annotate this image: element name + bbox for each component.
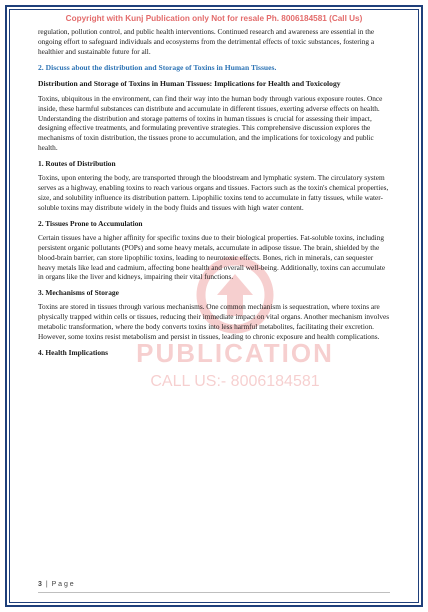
watermark-title: PUBLICATION	[136, 338, 334, 368]
section-body-tissues: Certain tissues have a higher affinity for specific toxins due to their biological properties. Fat-soluble toxins, including persistent organic pollutants (POPs) and some heavy metals, accumulate in adipose tissue. The brain, shielded by the blood-brain barrier, can store lipophilic toxins, leading to neurotoxic effects. Bones, rich in minerals, can sequester heavy metals like lead and cadmium, affecting bone health and overall well-being. Additionally, toxins can accumulate in organs like the liver and kidneys, impairing their vital functions.	[38, 232, 386, 282]
section-body-mechanisms: Toxins are stored in tissues through various mechanisms. One common mechanism is sequestration, where toxins are physically trapped within cells or tissues, reducing their immediate impact on vital organs. Another mechanism involves metabolic transformation, where the body converts toxins into less harmful metabolites, facilitating their excretion. However, some toxins resist metabolism and persist in tissues, leading to chronic exposure and health complications.	[38, 302, 390, 342]
overview-paragraph: Toxins, ubiquitous in the environment, can find their way into the human body through various exposure routes. Once inside, these harmful substances can distribute and accumulate in different tissues, exerting adverse effects on health. Understanding the distribution and storage patterns of toxins in human tissues is crucial for assessing their impact, designing effective treatments, and formulating preventive strategies. This comprehensive discussion explores the mechanisms of toxin distribution, the tissues prone to accumulation, and the implications for toxicology and public health.	[38, 93, 383, 153]
page-label: P a g e	[51, 581, 74, 588]
watermark-phone: CALL US:- 8006184581	[150, 373, 320, 390]
page-footer	[38, 581, 74, 588]
page-number: 3	[38, 581, 42, 588]
section-heading-routes: 1. Routes of Distribution	[38, 159, 116, 169]
section-heading-mechanisms: 3. Mechanisms of Storage	[38, 288, 119, 298]
article-title: Distribution and Storage of Toxins in Human Tissues: Implications for Health and Toxicology	[38, 78, 341, 88]
section-heading-health: 4. Health Implications	[38, 347, 109, 357]
footer-rule	[38, 592, 390, 593]
copyright-header: Copyright with Kunj Publication only Not for resale Ph. 8006184581 (Call Us)	[65, 14, 363, 23]
page-content	[38, 14, 390, 362]
footer-separator: |	[45, 581, 48, 588]
intro-paragraph: regulation, pollution control, and public health interventions. Continued research and awareness are essential in the ongoing effort to safeguard individuals and ecosystems from the detrimental effects of toxic substances, fostering a healthier and sustainable future for all.	[38, 27, 375, 56]
section-heading-tissues: 2. Tissues Prone to Accumulation	[38, 218, 143, 228]
question-heading: 2. Discuss about the distribution and Storage of Toxins in Human Tissues.	[38, 62, 277, 72]
section-body-routes: Toxins, upon entering the body, are transported through the bloodstream and lymphatic system. The circulatory system serves as a highway, enabling toxins to reach various organs and tissues. Factors such as the toxin's chemical properties, size, and solubility influence its distribution pattern. Lipophilic toxins tend to accumulate in fatty tissues, while water-soluble toxins may distribute widely in the body fluids and tissues with high water content.	[38, 173, 389, 212]
